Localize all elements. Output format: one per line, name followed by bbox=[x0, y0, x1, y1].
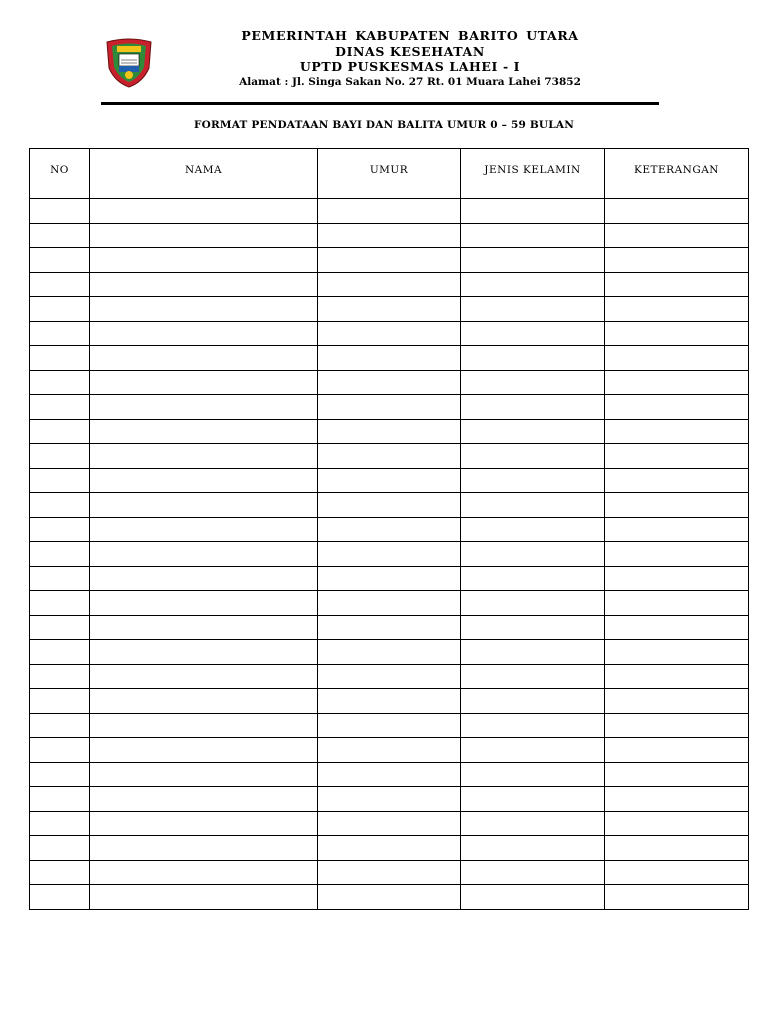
table-row bbox=[30, 468, 749, 493]
table-row bbox=[30, 860, 749, 885]
table-cell bbox=[90, 811, 318, 836]
table-row bbox=[30, 419, 749, 444]
table-cell bbox=[90, 787, 318, 812]
table-cell bbox=[605, 689, 749, 714]
table-cell bbox=[461, 370, 605, 395]
letterhead bbox=[160, 28, 660, 89]
table-cell bbox=[318, 321, 461, 346]
table-cell bbox=[30, 321, 90, 346]
table-cell bbox=[318, 713, 461, 738]
table-cell bbox=[90, 468, 318, 493]
table-row bbox=[30, 713, 749, 738]
table-cell bbox=[30, 444, 90, 469]
table-cell bbox=[30, 517, 90, 542]
table-cell bbox=[30, 395, 90, 420]
table-row bbox=[30, 395, 749, 420]
table-cell bbox=[461, 713, 605, 738]
column-header-keterangan: KETERANGAN bbox=[605, 149, 749, 199]
table-cell bbox=[461, 346, 605, 371]
table-cell bbox=[461, 664, 605, 689]
column-header-nama: NAMA bbox=[90, 149, 318, 199]
table-cell bbox=[30, 762, 90, 787]
table-cell bbox=[461, 811, 605, 836]
table-cell bbox=[318, 370, 461, 395]
table-cell bbox=[90, 370, 318, 395]
table-cell bbox=[30, 738, 90, 763]
table-cell bbox=[605, 885, 749, 910]
table-cell bbox=[605, 787, 749, 812]
table-row bbox=[30, 297, 749, 322]
column-header-jenis-kelamin: JENIS KELAMIN bbox=[461, 149, 605, 199]
table-cell bbox=[605, 664, 749, 689]
table-cell bbox=[318, 762, 461, 787]
table-cell bbox=[605, 297, 749, 322]
health-center-name: UPTD PUSKESMAS LAHEI - I bbox=[299, 59, 521, 74]
data-table bbox=[29, 148, 749, 910]
table-cell bbox=[605, 395, 749, 420]
table-cell bbox=[605, 248, 749, 273]
table-cell bbox=[461, 787, 605, 812]
table-cell bbox=[318, 615, 461, 640]
table-row bbox=[30, 762, 749, 787]
table-cell bbox=[461, 297, 605, 322]
table-cell bbox=[605, 836, 749, 861]
table-cell bbox=[30, 615, 90, 640]
column-header-umur: UMUR bbox=[318, 149, 461, 199]
table-cell bbox=[605, 591, 749, 616]
document-title: FORMAT PENDATAAN BAYI DAN BALITA UMUR 0 – 59 BULAN bbox=[194, 119, 574, 131]
table-cell bbox=[605, 444, 749, 469]
table-cell bbox=[605, 517, 749, 542]
table-row bbox=[30, 517, 749, 542]
table-cell bbox=[318, 346, 461, 371]
table-row bbox=[30, 346, 749, 371]
table-row bbox=[30, 542, 749, 567]
table-cell bbox=[90, 713, 318, 738]
table-cell bbox=[90, 248, 318, 273]
table-cell bbox=[605, 468, 749, 493]
table-cell bbox=[461, 493, 605, 518]
table-cell bbox=[461, 738, 605, 763]
table-cell bbox=[30, 885, 90, 910]
table-cell bbox=[318, 517, 461, 542]
table-cell bbox=[90, 223, 318, 248]
table-cell bbox=[318, 885, 461, 910]
table-cell bbox=[90, 738, 318, 763]
table-cell bbox=[30, 689, 90, 714]
table-cell bbox=[605, 223, 749, 248]
table-cell bbox=[90, 199, 318, 224]
table-cell bbox=[30, 223, 90, 248]
table-cell bbox=[318, 738, 461, 763]
table-row bbox=[30, 615, 749, 640]
table-row bbox=[30, 591, 749, 616]
table-cell bbox=[318, 566, 461, 591]
table-cell bbox=[318, 591, 461, 616]
table-cell bbox=[461, 615, 605, 640]
column-header-no: NO bbox=[30, 149, 90, 199]
table-cell bbox=[90, 346, 318, 371]
table-cell bbox=[90, 689, 318, 714]
table-cell bbox=[30, 860, 90, 885]
government-name: PEMERINTAH KABUPATEN BARITO UTARA bbox=[241, 28, 579, 43]
table-cell bbox=[318, 272, 461, 297]
table-cell bbox=[90, 444, 318, 469]
table-cell bbox=[90, 395, 318, 420]
table-cell bbox=[318, 811, 461, 836]
table-cell bbox=[90, 762, 318, 787]
table-cell bbox=[605, 321, 749, 346]
table-cell bbox=[461, 836, 605, 861]
table-row bbox=[30, 321, 749, 346]
regency-emblem-logo bbox=[103, 36, 155, 88]
table-cell bbox=[30, 664, 90, 689]
table-cell bbox=[318, 836, 461, 861]
table-cell bbox=[318, 395, 461, 420]
table-cell bbox=[318, 640, 461, 665]
table-row bbox=[30, 640, 749, 665]
table-cell bbox=[90, 272, 318, 297]
table-cell bbox=[605, 811, 749, 836]
table-cell bbox=[90, 419, 318, 444]
table-cell bbox=[461, 885, 605, 910]
table-cell bbox=[461, 444, 605, 469]
table-row bbox=[30, 689, 749, 714]
table-cell bbox=[90, 836, 318, 861]
table-row bbox=[30, 811, 749, 836]
table-cell bbox=[30, 272, 90, 297]
table-row bbox=[30, 248, 749, 273]
letterhead-divider bbox=[101, 102, 659, 105]
table-cell bbox=[90, 542, 318, 567]
table-row bbox=[30, 787, 749, 812]
table-cell bbox=[605, 199, 749, 224]
table-row bbox=[30, 272, 749, 297]
table-cell bbox=[90, 321, 318, 346]
table-cell bbox=[605, 272, 749, 297]
table-cell bbox=[30, 493, 90, 518]
table-cell bbox=[90, 591, 318, 616]
table-cell bbox=[30, 811, 90, 836]
table-cell bbox=[605, 860, 749, 885]
table-body bbox=[30, 199, 749, 910]
table-row bbox=[30, 738, 749, 763]
table-cell bbox=[30, 248, 90, 273]
table-cell bbox=[461, 321, 605, 346]
table-cell bbox=[30, 199, 90, 224]
address: Alamat : Jl. Singa Sakan No. 27 Rt. 01 Muara Lahei 73852 bbox=[239, 75, 581, 88]
table-cell bbox=[318, 444, 461, 469]
table-cell bbox=[318, 297, 461, 322]
table-cell bbox=[30, 836, 90, 861]
table-cell bbox=[318, 199, 461, 224]
table-cell bbox=[461, 640, 605, 665]
table-cell bbox=[90, 517, 318, 542]
table-cell bbox=[30, 713, 90, 738]
table-cell bbox=[605, 738, 749, 763]
table-cell bbox=[90, 885, 318, 910]
table-row bbox=[30, 199, 749, 224]
table-cell bbox=[30, 370, 90, 395]
table-row bbox=[30, 223, 749, 248]
table-cell bbox=[30, 542, 90, 567]
table-cell bbox=[30, 419, 90, 444]
table-cell bbox=[318, 223, 461, 248]
table-cell bbox=[461, 468, 605, 493]
table-cell bbox=[605, 713, 749, 738]
table-cell bbox=[461, 395, 605, 420]
table-cell bbox=[90, 566, 318, 591]
table-cell bbox=[90, 615, 318, 640]
table-cell bbox=[30, 346, 90, 371]
table-cell bbox=[461, 689, 605, 714]
table-row bbox=[30, 493, 749, 518]
table-cell bbox=[461, 542, 605, 567]
table-cell bbox=[461, 419, 605, 444]
table-cell bbox=[318, 493, 461, 518]
table-row bbox=[30, 370, 749, 395]
table-cell bbox=[461, 199, 605, 224]
table-cell bbox=[461, 223, 605, 248]
table-cell bbox=[605, 542, 749, 567]
table-cell bbox=[461, 248, 605, 273]
table-cell bbox=[318, 468, 461, 493]
table-cell bbox=[30, 640, 90, 665]
table-cell bbox=[90, 297, 318, 322]
table-cell bbox=[90, 493, 318, 518]
table-cell bbox=[605, 346, 749, 371]
table-cell bbox=[318, 248, 461, 273]
table-cell bbox=[318, 860, 461, 885]
table-cell bbox=[605, 493, 749, 518]
table-cell bbox=[461, 517, 605, 542]
table-row bbox=[30, 885, 749, 910]
table-cell bbox=[605, 370, 749, 395]
table-cell bbox=[318, 542, 461, 567]
table-cell bbox=[30, 566, 90, 591]
table-cell bbox=[461, 591, 605, 616]
table-cell bbox=[461, 566, 605, 591]
table-cell bbox=[605, 566, 749, 591]
table-cell bbox=[30, 297, 90, 322]
table-row bbox=[30, 566, 749, 591]
table-cell bbox=[90, 640, 318, 665]
table-cell bbox=[90, 860, 318, 885]
table-cell bbox=[318, 419, 461, 444]
table-header-row bbox=[30, 149, 749, 199]
table-cell bbox=[30, 591, 90, 616]
table-row bbox=[30, 836, 749, 861]
table-cell bbox=[461, 762, 605, 787]
table-row bbox=[30, 664, 749, 689]
table-cell bbox=[605, 615, 749, 640]
table-cell bbox=[318, 787, 461, 812]
table-cell bbox=[318, 689, 461, 714]
table-cell bbox=[30, 787, 90, 812]
table-cell bbox=[90, 664, 318, 689]
table-cell bbox=[318, 664, 461, 689]
table-cell bbox=[605, 419, 749, 444]
table-cell bbox=[605, 640, 749, 665]
table-row bbox=[30, 444, 749, 469]
table-cell bbox=[461, 860, 605, 885]
department-name: DINAS KESEHATAN bbox=[335, 43, 485, 59]
table-cell bbox=[605, 762, 749, 787]
table-cell bbox=[461, 272, 605, 297]
table-cell bbox=[30, 468, 90, 493]
